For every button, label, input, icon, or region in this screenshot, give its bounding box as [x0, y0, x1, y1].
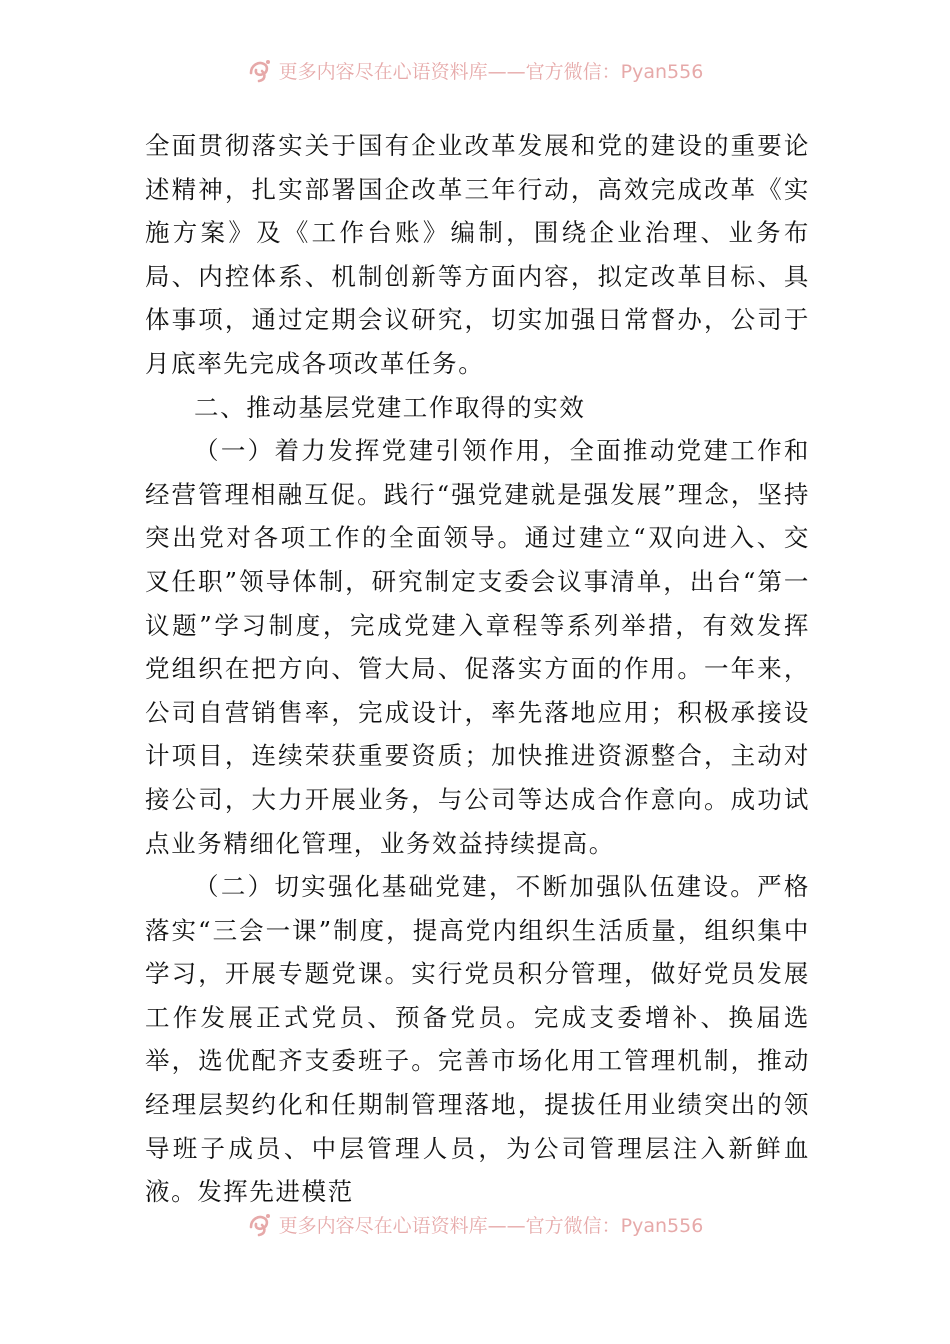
watermark-text: 更多内容尽在心语资料库——官方微信：Pyan556 [278, 1214, 704, 1237]
watermark-logo-icon [247, 57, 273, 83]
watermark-footer [0, 1204, 950, 1244]
paragraph-party-leadership: （一）着力发挥党建引领作用，全面推动党建工作和经营管理相融互促。践行“强党建就是强发展”理念，坚持突出党对各项工作的全面领导。通过建立“双向进入、交叉任职”领导体制，研究制定支委会议事清单，出台“第一议题”学习制度，完成党建入章程等系列举措，有效发挥党组织在把方向、管大局、促落实方面的作用。一年来，公司自营销售率，完成设计，率先落地应用；积极承接设计项目，连续荣获重要资质；加快推进资源整合，主动对接公司，大力开展业务，与公司等达成合作意向。成功试点业务精细化管理，业务效益持续提高。 [145, 436, 810, 858]
watermark-logo-icon [247, 1211, 273, 1237]
paragraph-reform-implementation: 全面贯彻落实关于国有企业改革发展和党的建设的重要论述精神，扎实部署国企改革三年行动，高效完成改革《实施方案》及《工作台账》编制，围绕企业治理、业务布局、内控体系、机制创新等方面内容，拟定改革目标、具体事项，通过定期会议研究，切实加强日常督办，公司于月底率先完成各项改革任务。 [145, 131, 810, 378]
watermark-text: 更多内容尽在心语资料库——官方微信：Pyan556 [278, 60, 704, 83]
watermark-header [0, 50, 950, 90]
section-heading: 二、推动基层党建工作取得的实效 [194, 392, 586, 422]
paragraph-team-building: （二）切实强化基础党建，不断加强队伍建设。严格落实“三会一课”制度，提高党内组织生活质量，组织集中学习，开展专题党课。实行党员积分管理，做好党员发展工作发展正式党员、预备党员。完成支委增补、换届选举，选优配齐支委班子。完善市场化用工管理机制，推动经理层契约化和任期制管理落地，提拔任用业绩突出的领导班子成员、中层管理人员，为公司管理层注入新鲜血液。发挥先进模范 [145, 872, 810, 1207]
document-body [145, 124, 810, 1214]
